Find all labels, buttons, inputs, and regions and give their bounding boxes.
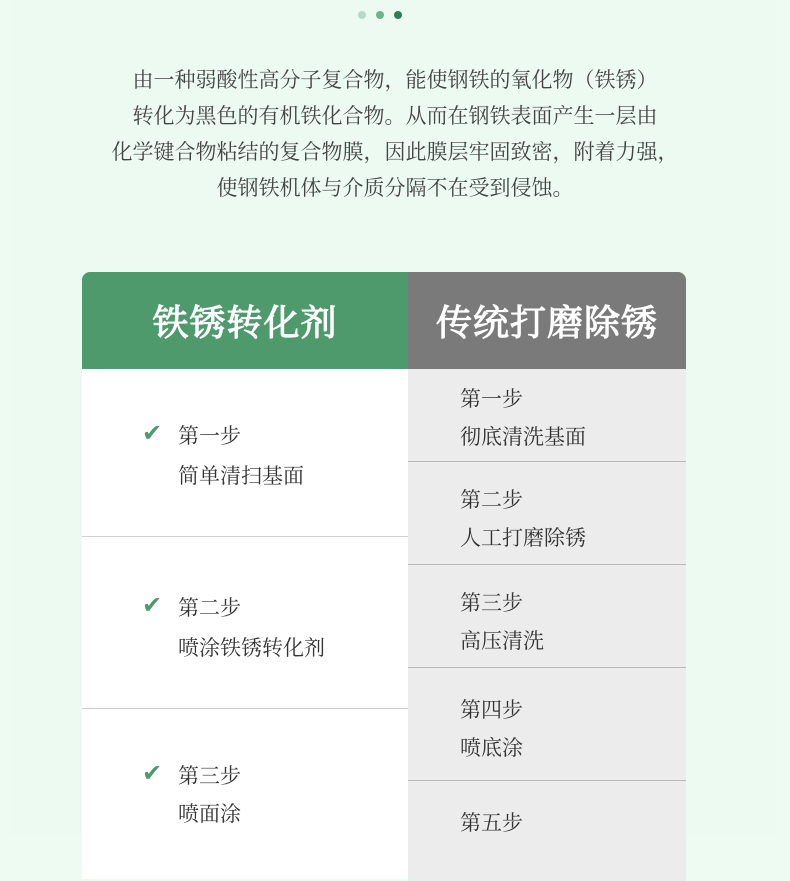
step-description: 喷涂铁锈转化剂 — [178, 636, 325, 660]
carousel-dot-2[interactable] — [376, 11, 384, 19]
step-description: 简单清扫基面 — [178, 464, 304, 488]
right-step-row — [408, 781, 686, 881]
step-label: 第三步 — [460, 591, 523, 615]
right-step-row — [408, 369, 686, 462]
carousel-dot-1[interactable] — [358, 11, 366, 19]
traditional-grinding-column — [408, 272, 686, 881]
carousel-dot-3[interactable] — [394, 11, 402, 19]
intro-line: 转化为黑色的有机铁化合物。从而在钢铁表面产生一层由 — [132, 104, 658, 128]
right-step-row — [408, 565, 686, 668]
left-step-row — [82, 709, 408, 879]
step-description: 高压清洗 — [460, 629, 544, 653]
check-icon: ✔ — [142, 759, 163, 787]
rust-converter-column — [82, 272, 408, 879]
step-description: 喷底涂 — [460, 736, 523, 760]
left-step-row — [82, 537, 408, 709]
traditional-grinding-header: 传统打磨除锈 — [408, 272, 686, 369]
step-description: 彻底清洗基面 — [460, 425, 586, 449]
check-icon: ✔ — [142, 419, 163, 447]
step-description: 人工打磨除锈 — [460, 526, 586, 550]
step-label: 第二步 — [460, 488, 523, 512]
step-label: 第三步 — [178, 764, 241, 788]
intro-line: 化学键合物粘结的复合物膜，因此膜层牢固致密，附着力强， — [111, 140, 679, 164]
left-step-row — [82, 369, 408, 537]
step-label: 第一步 — [178, 424, 241, 448]
comparison-table — [82, 272, 686, 872]
step-label: 第二步 — [178, 596, 241, 620]
step-label: 第一步 — [460, 387, 523, 411]
right-step-row — [408, 462, 686, 565]
carousel-dots — [358, 11, 402, 19]
intro-text — [0, 62, 790, 206]
intro-line: 由一种弱酸性高分子复合物，能使钢铁的氧化物（铁锈） — [132, 68, 658, 92]
step-label: 第四步 — [460, 698, 523, 722]
check-icon: ✔ — [142, 591, 163, 619]
step-label: 第五步 — [460, 811, 523, 835]
right-step-row — [408, 668, 686, 781]
step-description: 喷面涂 — [178, 802, 241, 826]
intro-line: 使钢铁机体与介质分隔不在受到侵蚀。 — [216, 176, 574, 200]
rust-converter-header: 铁锈转化剂 — [82, 272, 408, 369]
